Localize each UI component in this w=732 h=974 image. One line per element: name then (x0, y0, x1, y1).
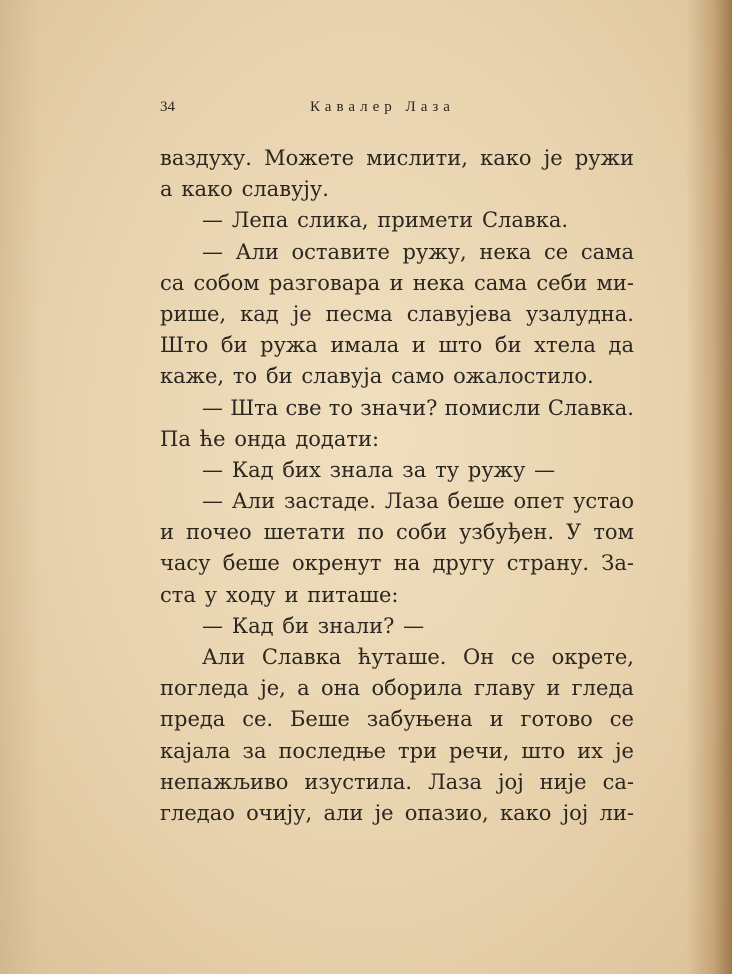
text-line: Што би ружа имала и што би хтела да (160, 333, 634, 358)
text-line: преда се. Беше забуњена и готово се (160, 707, 634, 732)
text-line: — Шта све то значи? помисли Славка. (202, 395, 634, 420)
text-line: а како славују. (160, 177, 329, 202)
running-head (160, 99, 632, 119)
text-line: са собом разговара и нека сама себи ми- (160, 270, 634, 295)
text-line: каже, то би славуја само ожалостило. (160, 364, 594, 389)
text-line: — Кад бих знала за ту ружу — (202, 457, 556, 482)
text-line: Па ће онда додати: (160, 426, 380, 451)
text-line: рише, кад је песма славујева узалудна. (160, 301, 634, 326)
text-line: ста у ходу и питаше: (160, 582, 399, 607)
text-line: — Али застаде. Лаза беше опет устао (202, 489, 634, 514)
text-line: и почео шетати по соби узбуђен. У том (160, 520, 634, 545)
page-left-shade (0, 0, 40, 974)
page-number: 34 (160, 99, 175, 115)
text-line: часу беше окренут на другу страну. За- (160, 551, 634, 576)
text-line: Али Славка ћуташе. Он се окрете, (202, 645, 634, 669)
text-line: непажљиво изустила. Лаза јој није са- (160, 769, 634, 794)
text-line: ваздуху. Можете мислити, како је ружи (160, 146, 634, 170)
running-title: Кавалер Лаза (310, 99, 455, 115)
page-edge-shadow (686, 0, 732, 974)
text-line: погледа је, а она оборила главу и гледа (160, 676, 634, 701)
body-text (160, 143, 634, 829)
text-line: гледао очију, али је опазио, како јој ли- (160, 800, 634, 825)
text-line: — Лепа слика, примети Славка. (202, 208, 569, 233)
text-line: — Али оставите ружу, нека се сама (202, 239, 634, 264)
text-line: — Кад би знали? — (202, 613, 425, 638)
text-line: кајала за последње три речи, што их је (160, 738, 634, 763)
